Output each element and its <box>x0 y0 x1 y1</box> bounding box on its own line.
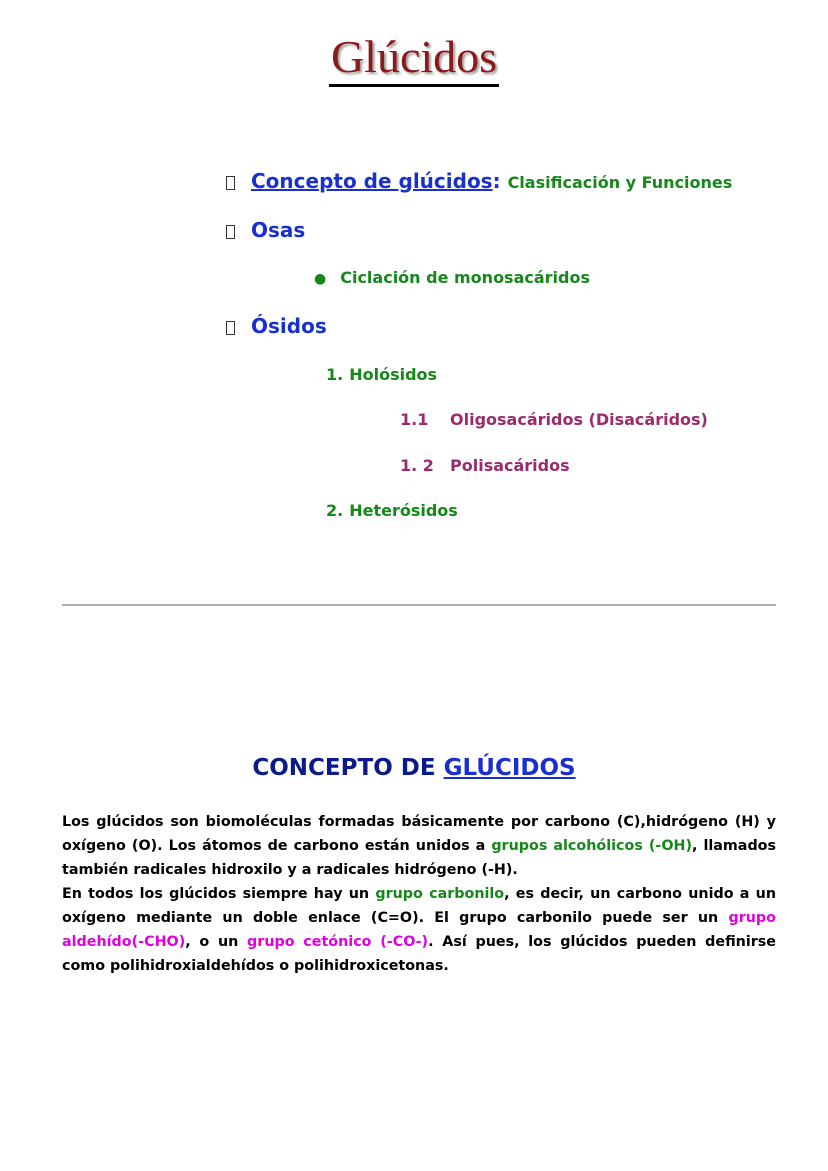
para-text-1: Los glúcidos son biomoléculas formadas básicamente por carbono (C),hidrógeno (H) y oxígeno (O). Los átomos de carbono están unidos a <box>62 814 776 854</box>
para-text-4: , es decir, un carbono unido a un oxígeno mediante un doble enlace (C=O). El grupo carbonilo puede ser un <box>62 886 777 926</box>
osas-label[interactable]: Osas <box>251 218 306 242</box>
holosidos-label[interactable]: Holósidos <box>349 365 438 384</box>
section-title <box>0 755 828 781</box>
concepto-subtitle[interactable]: Clasificación y Funciones <box>507 173 733 192</box>
concepto-link[interactable]: Concepto de glúcidos <box>251 169 493 193</box>
ciclacion-label[interactable]: Ciclación de monosacáridos <box>340 268 590 287</box>
osidos-label[interactable]: Ósidos <box>251 314 327 338</box>
bullet-box-icon <box>226 176 235 190</box>
term-grupo-cetonico: grupo cetónico (-CO-) <box>247 934 429 950</box>
bullet-box-icon <box>226 321 235 335</box>
page-title: Glúcidos <box>329 30 499 87</box>
toc-item-osas[interactable] <box>226 218 305 242</box>
holosidos-number: 1. <box>326 365 344 384</box>
toc-item-oligosacaridos[interactable] <box>400 410 708 429</box>
toc-item-concepto[interactable] <box>226 169 732 193</box>
poli-number: 1. 2 <box>400 456 434 475</box>
oligo-number: 1.1 <box>400 410 429 429</box>
page-title-wrapper <box>0 30 828 87</box>
oligo-label[interactable]: Oligosacáridos (Disacáridos) <box>450 410 708 429</box>
toc-item-holosidos[interactable] <box>326 365 437 384</box>
poli-label[interactable]: Polisacáridos <box>450 456 570 475</box>
term-grupos-alcoholicos: grupos alcohólicos (-OH) <box>491 838 692 854</box>
toc-item-ciclacion[interactable] <box>314 268 590 287</box>
section-title-link[interactable]: GLÚCIDOS <box>443 755 576 781</box>
divider <box>62 604 776 606</box>
hetero-label[interactable]: Heterósidos <box>349 501 458 520</box>
concept-paragraph <box>62 810 776 978</box>
toc-item-osidos[interactable] <box>226 314 327 338</box>
para-text-6: . Así pues, los glúcidos pueden definirse como polihidroxialdehídos o polihidroxicetonas. <box>62 934 777 974</box>
bullet-dot-icon: ● <box>314 271 327 287</box>
bullet-box-icon <box>226 225 235 239</box>
term-grupo-carbonilo: grupo carbonilo <box>375 886 505 902</box>
section-title-prefix: CONCEPTO DE <box>252 755 436 781</box>
concepto-colon: : <box>492 169 501 193</box>
para-text-3: En todos los glúcidos siempre hay un <box>62 886 376 902</box>
para-text-2: , llamados también radicales hidroxilo y a radicales hidrógeno (-H). <box>62 838 777 878</box>
term-grupo-aldehido: grupo aldehído(-CHO) <box>62 910 776 950</box>
hetero-number: 2. <box>326 501 344 520</box>
para-text-5: , o un <box>185 934 248 950</box>
toc-item-heterosidos[interactable] <box>326 501 458 520</box>
toc-item-polisacaridos[interactable] <box>400 456 570 475</box>
